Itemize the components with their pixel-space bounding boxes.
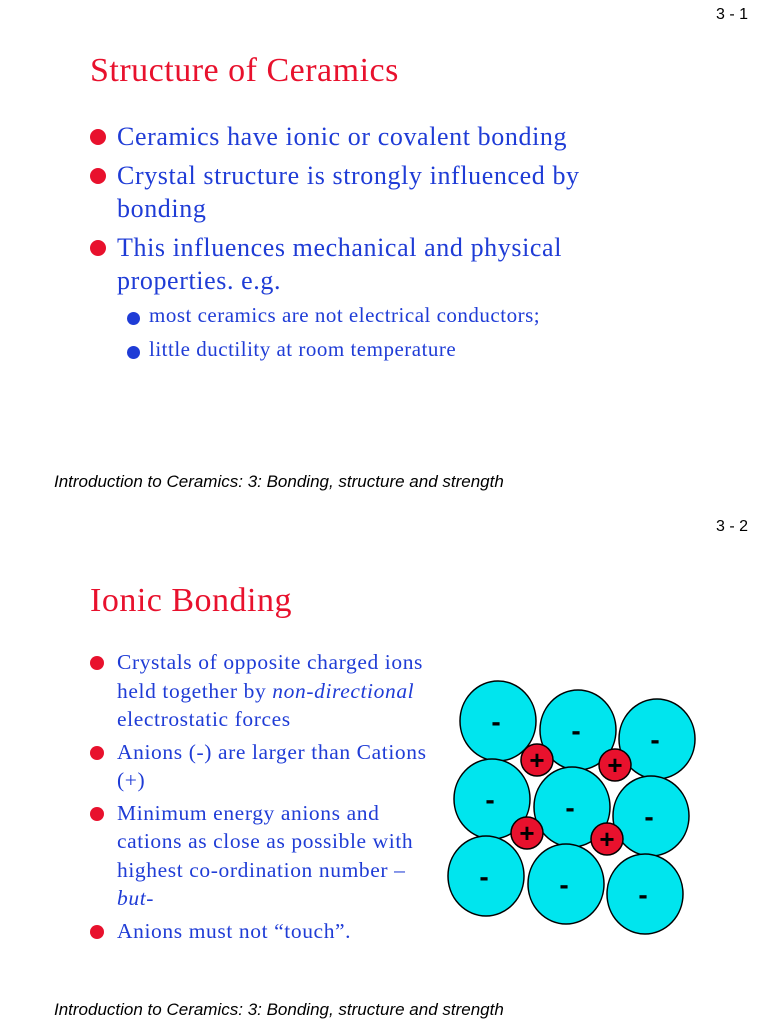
bullet-item [90,120,650,153]
bullet-item [90,738,430,795]
slide-title: Ionic Bonding [90,582,292,619]
sub-bullet-dot-icon [127,312,140,325]
sub-bullet-dot-icon [127,346,140,359]
slide-footer: Introduction to Ceramics: 3: Bonding, structure and strength [54,1000,504,1019]
bullet-item [90,648,430,734]
sub-bullet-text: little ductility at room temperature [149,337,457,361]
anion-label: - [638,879,648,910]
anion-label: - [491,706,501,737]
bullet-text: Anions (-) are larger than Cations (+) [117,739,427,792]
bullet-list [90,120,650,371]
cation-label: + [519,818,535,848]
bullet-dot-icon [90,746,104,760]
sub-bullet-item [127,337,650,361]
bullet-text: Ceramics have ionic or covalent bonding [117,122,568,151]
bullet-list [90,648,430,949]
anion-label: - [644,801,654,832]
bullet-text: Anions must not “touch”. [117,918,352,943]
bullet-dot-icon [90,807,104,821]
ionic-lattice-diagram [445,676,705,936]
sub-bullet-list [117,303,650,361]
anion-label: - [650,724,660,755]
bullet-item [90,799,430,913]
bullet-text: electrostatic forces [117,707,291,731]
bullet-dot-icon [90,168,106,184]
bullet-dot-icon [90,129,106,145]
bullet-item [90,231,650,361]
anion-label: - [571,715,581,746]
bullet-dot-icon [90,240,106,256]
bullet-text: This influences mechanical and physical properties. e.g. [117,233,563,295]
bullet-emphasis: but- [117,886,155,910]
sub-bullet-item [127,303,650,327]
bullet-text: Minimum energy anions and cations as close as possible with highest co-ordination number – [117,800,414,882]
anion-label: - [479,861,489,892]
bullet-text: Crystal structure is strongly influenced by bonding [117,161,580,223]
cation-label: + [607,750,623,780]
anion-label: - [485,784,495,815]
sub-bullet-text: most ceramics are not electrical conductors; [149,303,541,327]
bullet-item [90,159,650,225]
slide-title: Structure of Ceramics [90,52,399,89]
slide-footer: Introduction to Ceramics: 3: Bonding, structure and strength [54,472,504,491]
bullet-item [90,917,430,946]
page-number: 3 - 2 [715,518,748,535]
cation-label: + [529,745,545,775]
anion-label: - [559,869,569,900]
bullet-dot-icon [90,656,104,670]
slide-3-2 [0,512,768,1024]
bullet-emphasis: non-directional [272,678,415,703]
anion-label: - [565,792,575,823]
bullet-text: Crystals of opposite charged ions held together by [117,650,424,703]
bullet-dot-icon [90,925,104,939]
page-number: 3 - 1 [715,6,748,23]
cation-label: + [599,824,615,854]
